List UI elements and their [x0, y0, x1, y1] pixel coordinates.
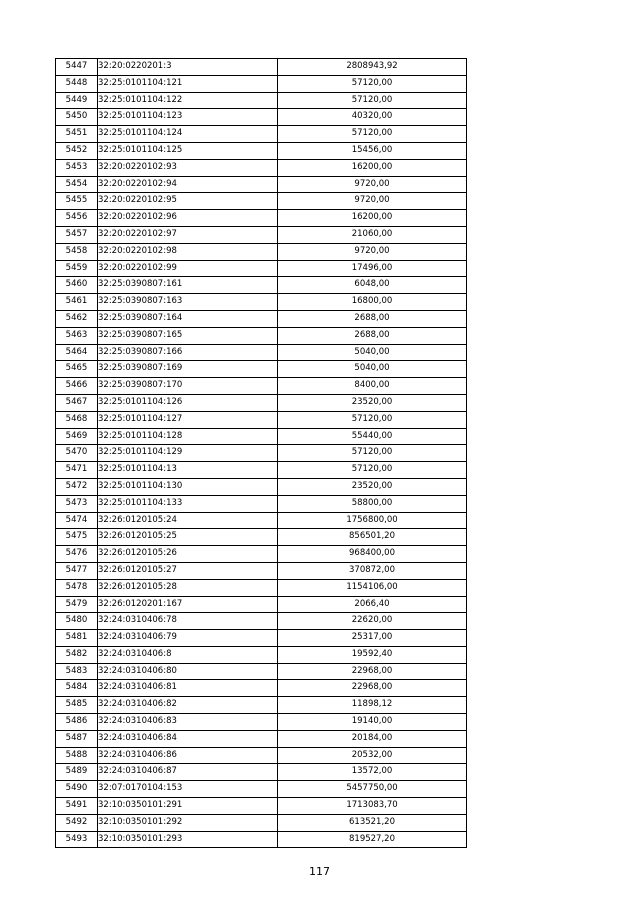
row-number: 5455: [56, 193, 98, 210]
row-number: 5485: [56, 697, 98, 714]
cadastral-number: 32:20:0220102:93: [98, 159, 278, 176]
table-row: [56, 277, 467, 294]
cadastral-number: 32:25:0101104:124: [98, 126, 278, 143]
cadastral-value: 15456,00: [278, 142, 467, 159]
cadastral-number: 32:24:0310406:83: [98, 714, 278, 731]
cadastral-number: 32:25:0390807:163: [98, 294, 278, 311]
table-row: [56, 75, 467, 92]
table-row: [56, 193, 467, 210]
table-row: [56, 59, 467, 76]
table-row: [56, 630, 467, 647]
row-number: 5488: [56, 747, 98, 764]
cadastral-value: 21060,00: [278, 226, 467, 243]
cadastral-value: 22968,00: [278, 680, 467, 697]
row-number: 5464: [56, 344, 98, 361]
cadastral-number: 32:25:0101104:127: [98, 411, 278, 428]
cadastral-number: 32:26:0120105:28: [98, 579, 278, 596]
row-number: 5474: [56, 512, 98, 529]
cadastral-value: 57120,00: [278, 92, 467, 109]
cadastral-value: 968400,00: [278, 546, 467, 563]
table-row: [56, 327, 467, 344]
cadastral-value: 8400,00: [278, 378, 467, 395]
cadastral-value: 57120,00: [278, 411, 467, 428]
row-number: 5460: [56, 277, 98, 294]
cadastral-value: 2688,00: [278, 310, 467, 327]
row-number: 5477: [56, 562, 98, 579]
cadastral-value: 55440,00: [278, 428, 467, 445]
row-number: 5457: [56, 226, 98, 243]
table-row: [56, 445, 467, 462]
table-row: [56, 92, 467, 109]
table-row: [56, 730, 467, 747]
table-row: [56, 495, 467, 512]
table-row: [56, 260, 467, 277]
row-number: 5473: [56, 495, 98, 512]
table-row: [56, 697, 467, 714]
row-number: 5493: [56, 831, 98, 848]
table-row: [56, 243, 467, 260]
row-number: 5482: [56, 646, 98, 663]
cadastral-number: 32:26:0120105:26: [98, 546, 278, 563]
table-row: [56, 462, 467, 479]
table-row: [56, 344, 467, 361]
cadastral-value: 57120,00: [278, 445, 467, 462]
table-row: [56, 613, 467, 630]
table-row: [56, 361, 467, 378]
cadastral-value: 613521,20: [278, 814, 467, 831]
row-number: 5463: [56, 327, 98, 344]
row-number: 5459: [56, 260, 98, 277]
row-number: 5479: [56, 596, 98, 613]
table-row: [56, 596, 467, 613]
table-row: [56, 109, 467, 126]
table-row: [56, 394, 467, 411]
cadastral-value: 13572,00: [278, 764, 467, 781]
table-row: [56, 478, 467, 495]
cadastral-value: 9720,00: [278, 243, 467, 260]
cadastral-value: 23520,00: [278, 394, 467, 411]
cadastral-value: 19140,00: [278, 714, 467, 731]
cadastral-number: 32:24:0310406:82: [98, 697, 278, 714]
cadastral-number: 32:25:0101104:125: [98, 142, 278, 159]
row-number: 5469: [56, 428, 98, 445]
cadastral-number: 32:10:0350101:293: [98, 831, 278, 848]
table-row: [56, 764, 467, 781]
cadastral-value: 58800,00: [278, 495, 467, 512]
cadastral-value: 5457750,00: [278, 781, 467, 798]
cadastral-value: 1756800,00: [278, 512, 467, 529]
cadastral-number: 32:26:0120105:25: [98, 529, 278, 546]
row-number: 5480: [56, 613, 98, 630]
row-number: 5448: [56, 75, 98, 92]
row-number: 5491: [56, 798, 98, 815]
table-row: [56, 747, 467, 764]
row-number: 5487: [56, 730, 98, 747]
row-number: 5466: [56, 378, 98, 395]
table-row: [56, 562, 467, 579]
cadastral-value: 1154106,00: [278, 579, 467, 596]
cadastral-value: 9720,00: [278, 193, 467, 210]
table-row: [56, 512, 467, 529]
cadastral-value: 856501,20: [278, 529, 467, 546]
cadastral-number: 32:10:0350101:291: [98, 798, 278, 815]
row-number: 5451: [56, 126, 98, 143]
cadastral-number: 32:25:0101104:133: [98, 495, 278, 512]
table-row: [56, 546, 467, 563]
row-number: 5454: [56, 176, 98, 193]
cadastral-number: 32:26:0120105:24: [98, 512, 278, 529]
row-number: 5458: [56, 243, 98, 260]
row-number: 5486: [56, 714, 98, 731]
table-row: [56, 378, 467, 395]
cadastral-number: 32:25:0390807:161: [98, 277, 278, 294]
row-number: 5490: [56, 781, 98, 798]
cadastral-number: 32:24:0310406:80: [98, 663, 278, 680]
cadastral-number: 32:24:0310406:79: [98, 630, 278, 647]
cadastral-number: 32:25:0101104:122: [98, 92, 278, 109]
cadastral-value: 25317,00: [278, 630, 467, 647]
cadastral-value: 23520,00: [278, 478, 467, 495]
cadastral-number: 32:25:0390807:165: [98, 327, 278, 344]
cadastral-value: 819527,20: [278, 831, 467, 848]
table-row: [56, 646, 467, 663]
row-number: 5461: [56, 294, 98, 311]
table-row: [56, 798, 467, 815]
table-row: [56, 210, 467, 227]
cadastral-value: 2066,40: [278, 596, 467, 613]
page-number: 117: [309, 865, 330, 878]
cadastral-number: 32:07:0170104:153: [98, 781, 278, 798]
table-row: [56, 781, 467, 798]
cadastral-number: 32:25:0390807:164: [98, 310, 278, 327]
row-number: 5447: [56, 59, 98, 76]
cadastral-number: 32:26:0120105:27: [98, 562, 278, 579]
cadastral-number: 32:20:0220201:3: [98, 59, 278, 76]
cadastral-number: 32:25:0101104:123: [98, 109, 278, 126]
cadastral-value: 17496,00: [278, 260, 467, 277]
table-row: [56, 831, 467, 848]
cadastral-number: 32:20:0220102:94: [98, 176, 278, 193]
cadastral-value: 6048,00: [278, 277, 467, 294]
cadastral-number: 32:24:0310406:87: [98, 764, 278, 781]
cadastral-value: 5040,00: [278, 361, 467, 378]
cadastral-number: 32:25:0390807:166: [98, 344, 278, 361]
cadastral-value: 16200,00: [278, 159, 467, 176]
table-row: [56, 814, 467, 831]
cadastral-value: 22968,00: [278, 663, 467, 680]
cadastral-number: 32:25:0390807:169: [98, 361, 278, 378]
row-number: 5492: [56, 814, 98, 831]
cadastral-number: 32:24:0310406:8: [98, 646, 278, 663]
cadastral-value: 20532,00: [278, 747, 467, 764]
table-row: [56, 159, 467, 176]
cadastral-value: 2808943,92: [278, 59, 467, 76]
cadastral-value: 57120,00: [278, 462, 467, 479]
cadastral-value: 16800,00: [278, 294, 467, 311]
row-number: 5476: [56, 546, 98, 563]
cadastral-number: 32:20:0220102:96: [98, 210, 278, 227]
row-number: 5456: [56, 210, 98, 227]
row-number: 5467: [56, 394, 98, 411]
cadastral-number: 32:25:0101104:128: [98, 428, 278, 445]
data-table: [55, 58, 467, 848]
cadastral-value: 40320,00: [278, 109, 467, 126]
cadastral-number: 32:20:0220102:97: [98, 226, 278, 243]
cadastral-value: 57120,00: [278, 126, 467, 143]
cadastral-value: 5040,00: [278, 344, 467, 361]
cadastral-number: 32:25:0390807:170: [98, 378, 278, 395]
cadastral-number: 32:24:0310406:84: [98, 730, 278, 747]
table-row: [56, 226, 467, 243]
cadastral-number: 32:20:0220102:98: [98, 243, 278, 260]
table-row: [56, 294, 467, 311]
cadastral-value: 57120,00: [278, 75, 467, 92]
table-row: [56, 663, 467, 680]
row-number: 5478: [56, 579, 98, 596]
table-row: [56, 579, 467, 596]
cadastral-value: 9720,00: [278, 176, 467, 193]
cadastral-number: 32:20:0220102:99: [98, 260, 278, 277]
table-row: [56, 310, 467, 327]
cadastral-value: 20184,00: [278, 730, 467, 747]
cadastral-number: 32:26:0120201:167: [98, 596, 278, 613]
row-number: 5465: [56, 361, 98, 378]
cadastral-value: 2688,00: [278, 327, 467, 344]
row-number: 5468: [56, 411, 98, 428]
cadastral-number: 32:25:0101104:129: [98, 445, 278, 462]
row-number: 5489: [56, 764, 98, 781]
row-number: 5472: [56, 478, 98, 495]
cadastral-number: 32:24:0310406:86: [98, 747, 278, 764]
cadastral-number: 32:24:0310406:81: [98, 680, 278, 697]
row-number: 5484: [56, 680, 98, 697]
cadastral-number: 32:25:0101104:130: [98, 478, 278, 495]
cadastral-value: 370872,00: [278, 562, 467, 579]
cadastral-value: 22620,00: [278, 613, 467, 630]
cadastral-number: 32:10:0350101:292: [98, 814, 278, 831]
cadastral-value: 1713083,70: [278, 798, 467, 815]
row-number: 5481: [56, 630, 98, 647]
row-number: 5475: [56, 529, 98, 546]
cadastral-number: 32:25:0101104:13: [98, 462, 278, 479]
row-number: 5450: [56, 109, 98, 126]
cadastral-number: 32:24:0310406:78: [98, 613, 278, 630]
table-row: [56, 126, 467, 143]
row-number: 5453: [56, 159, 98, 176]
table-row: [56, 176, 467, 193]
table-row: [56, 142, 467, 159]
row-number: 5470: [56, 445, 98, 462]
table-row: [56, 529, 467, 546]
cadastral-value: 11898,12: [278, 697, 467, 714]
cadastral-number: 32:20:0220102:95: [98, 193, 278, 210]
row-number: 5449: [56, 92, 98, 109]
row-number: 5483: [56, 663, 98, 680]
row-number: 5462: [56, 310, 98, 327]
cadastral-value: 16200,00: [278, 210, 467, 227]
table-row: [56, 714, 467, 731]
row-number: 5452: [56, 142, 98, 159]
table-body: [56, 59, 467, 848]
cadastral-number: 32:25:0101104:121: [98, 75, 278, 92]
table-row: [56, 411, 467, 428]
row-number: 5471: [56, 462, 98, 479]
table-row: [56, 680, 467, 697]
cadastral-value: 19592,40: [278, 646, 467, 663]
table-row: [56, 428, 467, 445]
cadastral-number: 32:25:0101104:126: [98, 394, 278, 411]
